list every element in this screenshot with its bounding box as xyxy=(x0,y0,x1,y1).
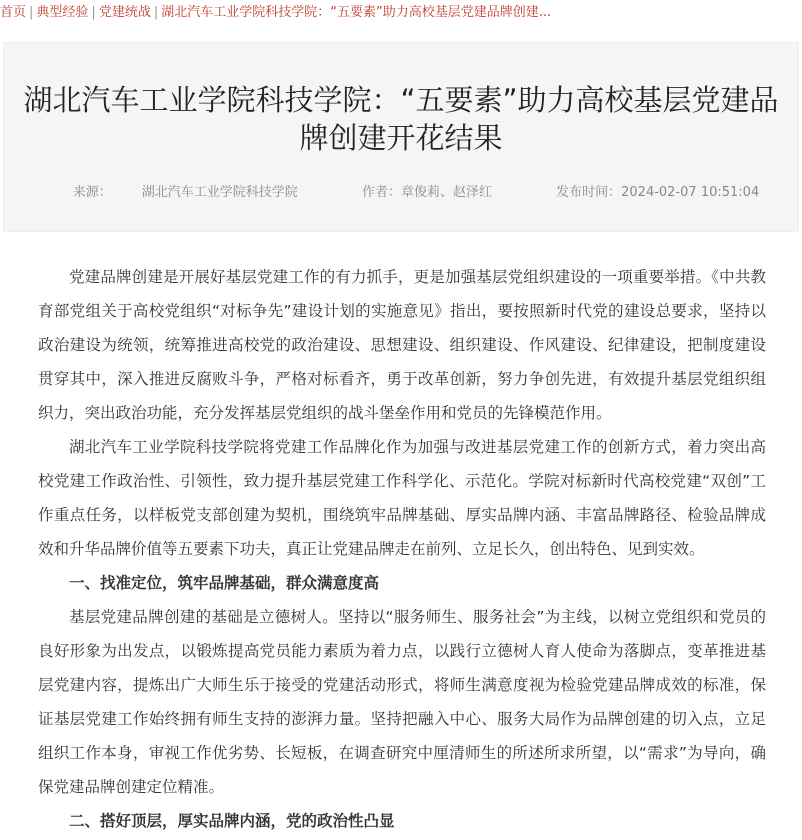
breadcrumb-separator: | xyxy=(91,5,96,20)
breadcrumb-home-link[interactable]: 首页 xyxy=(0,5,27,20)
breadcrumb-subcategory-link[interactable]: 党建统战 xyxy=(98,5,151,20)
article-time xyxy=(556,185,759,200)
article-paragraph: 基层党建品牌创建的基础是立德树人。坚持以“服务师生、服务社会”为主线，以树立党组织和党员的良好形象为出发点，以锻炼提高党员能力素质为着力点，以践行立德树人育人使命为落脚点，变革推进基层党建内容，提炼出广大师生乐于接受的党建活动形式，将师生满意度视为检验党建品牌成效的标准，保证基层党建工作始终拥有师生支持的澎湃力量。坚持把融入中心、服务大局作为品牌创建的切入点，立足组织工作本身，审视工作优劣势、长短板，在调查研究中厘清师生的所述所求所望，以“需求”为导向，确保党建品牌创建定位精准。 xyxy=(38,608,766,796)
section-heading: 一、找准定位，筑牢品牌基础，群众满意度高 xyxy=(69,574,380,592)
breadcrumb-category-link[interactable]: 典型经验 xyxy=(36,5,89,20)
article-author-value: 章俊莉、赵泽红 xyxy=(400,185,492,200)
article-source-value: 湖北汽车工业学院科技学院 xyxy=(141,185,298,200)
article-meta xyxy=(4,181,798,200)
section-heading: 二、搭好顶层，厚实品牌内涵，党的政治性凸显 xyxy=(69,812,395,830)
article-header xyxy=(3,42,799,232)
article-author-label: 作者： xyxy=(361,185,401,200)
article-time-value: 2024-02-07 10:51:04 xyxy=(621,185,760,200)
breadcrumb-current-link[interactable]: 湖北汽车工业学院科技学院：“五要素”助力高校基层党建品牌创建... xyxy=(161,5,552,20)
article-time-label: 发布时间： xyxy=(556,185,622,200)
breadcrumb-separator: | xyxy=(29,5,34,20)
article-source xyxy=(43,185,298,200)
breadcrumb-separator: | xyxy=(153,5,159,20)
article-paragraph: 湖北汽车工业学院科技学院将党建工作品牌化作为加强与改进基层党建工作的创新方式，着力突出高校党建工作政治性、引领性，致力提升基层党建工作科学化、示范化。学院对标新时代高校党建“双创”工作重点任务，以样板党支部创建为契机，围绕筑牢品牌基础、厚实品牌内涵、丰富品牌路径、检验品牌成效和升华品牌价值等五要素下功夫，真正让党建品牌走在前列、立足长久，创出特色、见到实效。 xyxy=(38,438,766,558)
article-paragraph: 党建品牌创建是开展好基层党建工作的有力抓手，更是加强基层党组织建设的一项重要举措。《中共教育部党组关于高校党组织“对标争先”建设计划的实施意见》指出，要按照新时代党的建设总要求，坚持以政治建设为统领，统筹推进高校党的政治建设、思想建设、组织建设、作风建设、纪律建设，把制度建设贯穿其中，深入推进反腐败斗争，严格对标看齐，勇于改革创新，努力争创先进，有效提升基层党组织组织力，突出政治功能，充分发挥基层党组织的战斗堡垒作用和党员的先锋模范作用。 xyxy=(38,268,766,422)
article-title: 湖北汽车工业学院科技学院：“五要素”助力高校基层党建品牌创建开花结果 xyxy=(23,83,779,155)
breadcrumb xyxy=(0,0,802,26)
article-body xyxy=(38,260,766,838)
article-author xyxy=(362,185,492,200)
article-source-label: 来源： xyxy=(72,185,112,200)
